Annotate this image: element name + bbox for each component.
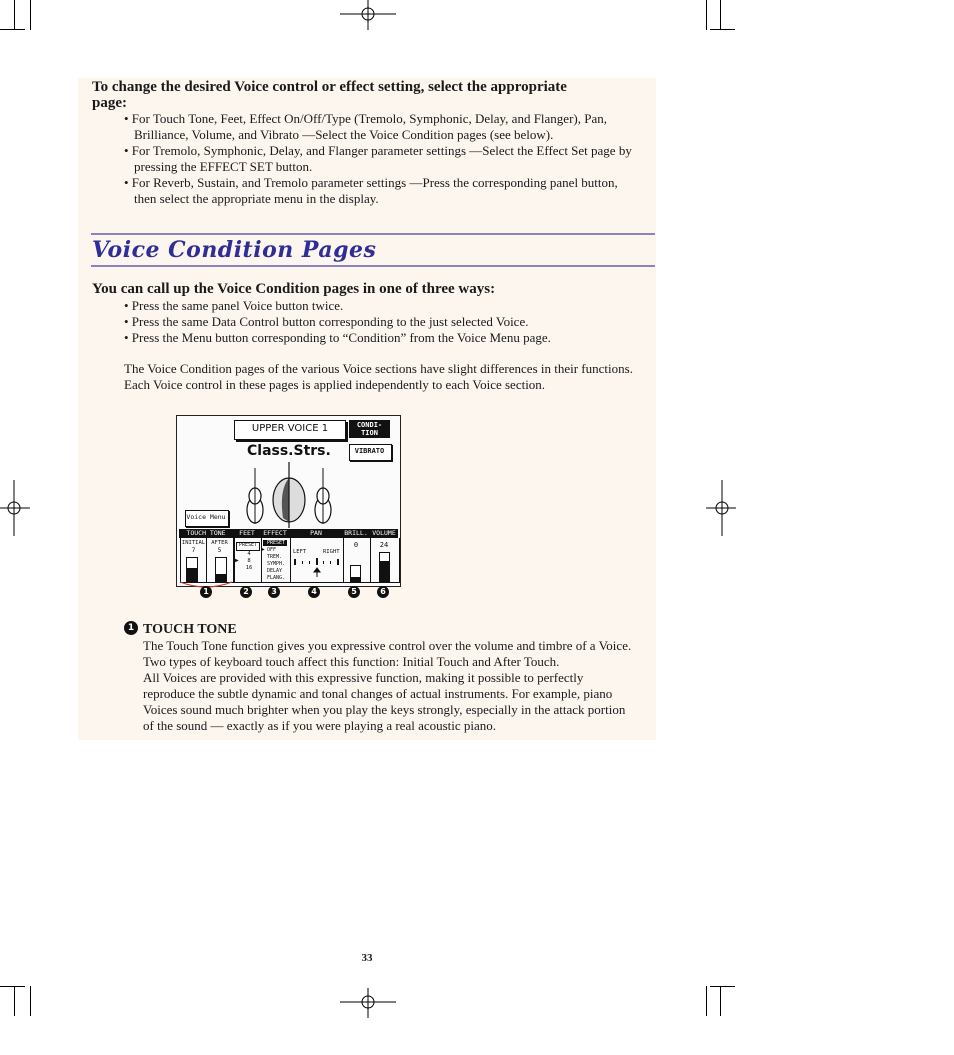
effect-header: EFFECT	[263, 529, 287, 537]
voice-name: Class.Strs.	[247, 443, 331, 459]
volume-value: 24	[379, 541, 389, 549]
callout-5: 5	[348, 586, 360, 598]
intro-bullet-3: • For Reverb, Sustain, and Tremolo parameter settings —Press the corresponding panel button,	[124, 175, 618, 190]
condition-tab-line2: TION	[361, 429, 378, 437]
callout-3: 3	[268, 586, 280, 598]
pan-position-indicator	[292, 556, 342, 578]
section-title: Voice Condition Pages	[92, 237, 377, 263]
registration-mark-left	[0, 480, 30, 536]
callout-1: 1	[200, 586, 212, 598]
vibrato-label: VIBRATO	[354, 447, 385, 455]
touch-tone-line-6: of the sound — exactly as if you were playing a real acoustic piano.	[143, 718, 497, 733]
effect-type-delay: DELAY	[267, 568, 283, 574]
intro-heading-line2: page:	[92, 95, 127, 111]
effect-type-off: OFF	[267, 547, 277, 553]
touch-tone-line-5: Voices sound much brighter when you play the keys strongly, especially in the attack portion	[143, 702, 626, 717]
brill-value: 0	[353, 541, 359, 549]
touch-tone-line-4: reproduce the subtle dynamic and tonal changes of actual instruments. For example, piano	[143, 686, 613, 701]
pan-right-label: RIGHT	[323, 549, 340, 555]
section-subheading: You can call up the Voice Condition pages in one of three ways:	[92, 281, 496, 297]
callout-4: 4	[308, 586, 320, 598]
touch-tone-line-2: Two types of keyboard touch affect this function: Initial Touch and After Touch.	[143, 654, 560, 669]
way-2: • Press the same Data Control button corresponding to the just selected Voice.	[124, 314, 529, 329]
title-rule-bottom	[91, 265, 655, 267]
after-value: 5	[217, 547, 222, 554]
way-1: • Press the same panel Voice button twice.	[124, 298, 344, 313]
registration-mark-top	[340, 0, 396, 30]
voice-section-label: UPPER VOICE 1	[251, 423, 329, 434]
effect-selection-arrow: ▶	[261, 546, 265, 553]
initial-value: 7	[191, 547, 196, 554]
title-rule-top	[91, 233, 655, 235]
feet-value-4: 4	[247, 551, 251, 557]
intro-bullet-1: • For Touch Tone, Feet, Effect On/Off/Type (Tremolo, Symphonic, Delay, and Flanger), Pan,	[124, 111, 607, 126]
initial-label: INITIAL	[181, 540, 206, 546]
touch-tone-line-3: All Voices are provided with this expressive function, making it possible to perfectly	[143, 670, 584, 685]
registration-mark-bottom	[340, 988, 396, 1018]
after-level-bar	[215, 557, 227, 582]
brill-level-bar	[350, 565, 361, 582]
way-3: • Press the Menu button corresponding to “Condition” from the Voice Menu page.	[124, 330, 551, 345]
intro-bullet-2: • For Tremolo, Symphonic, Delay, and Flanger parameter settings —Select the Effect Set page by	[124, 143, 632, 158]
effect-type-symph: SYMPH.	[267, 561, 286, 567]
condition-tab-line1: CONDI-	[356, 421, 383, 429]
effect-type-flang: FLANG.	[267, 575, 286, 581]
after-label: AFTER	[211, 540, 228, 546]
callout-6: 6	[377, 586, 389, 598]
volume-header: VOLUME	[372, 529, 396, 537]
effect-type-trem: TREM.	[267, 554, 283, 560]
voice-menu-label: Voice Menu	[186, 513, 226, 521]
section-paragraph-line2: Each Voice control in these pages is applied independently to each Voice section.	[124, 377, 546, 392]
initial-level-bar	[186, 557, 198, 582]
section-paragraph-line1: The Voice Condition pages of the various Voice sections have slight differences in their functions.	[124, 361, 633, 376]
feet-header: FEET	[239, 529, 255, 537]
pan-left-label: LEFT	[293, 549, 307, 555]
intro-bullet-2-cont: pressing the EFFECT SET button.	[134, 159, 313, 174]
feet-selection-arrow: ▶	[235, 557, 239, 564]
effect-preset-label: PRESET	[266, 540, 286, 546]
touch-tone-title: TOUCH TONE	[143, 622, 237, 637]
touch-tone-marker: 1	[124, 621, 138, 635]
pan-header: PAN	[310, 529, 322, 537]
page-number: 33	[361, 952, 373, 964]
intro-heading-line1: To change the desired Voice control or effect setting, select the appropriate	[92, 79, 567, 95]
feet-value-8: 8	[247, 558, 251, 564]
string-instruments-icon	[239, 460, 339, 530]
touch-tone-header: TOUCH TONE	[186, 529, 226, 537]
volume-level-bar	[379, 552, 390, 582]
brill-header: BRILL.	[344, 529, 368, 537]
feet-value-16: 16	[245, 565, 253, 571]
lcd-screen	[176, 415, 401, 587]
intro-bullet-1-cont: Brilliance, Volume, and Vibrato —Select the Voice Condition pages (see below).	[134, 127, 554, 142]
intro-bullet-3-cont: then select the appropriate menu in the display.	[134, 191, 379, 206]
feet-preset-label: PRESET	[238, 542, 258, 548]
registration-mark-right	[706, 480, 736, 536]
touch-tone-line-1: The Touch Tone function gives you expressive control over the volume and timbre of a Voice.	[143, 638, 632, 653]
callout-2: 2	[240, 586, 252, 598]
